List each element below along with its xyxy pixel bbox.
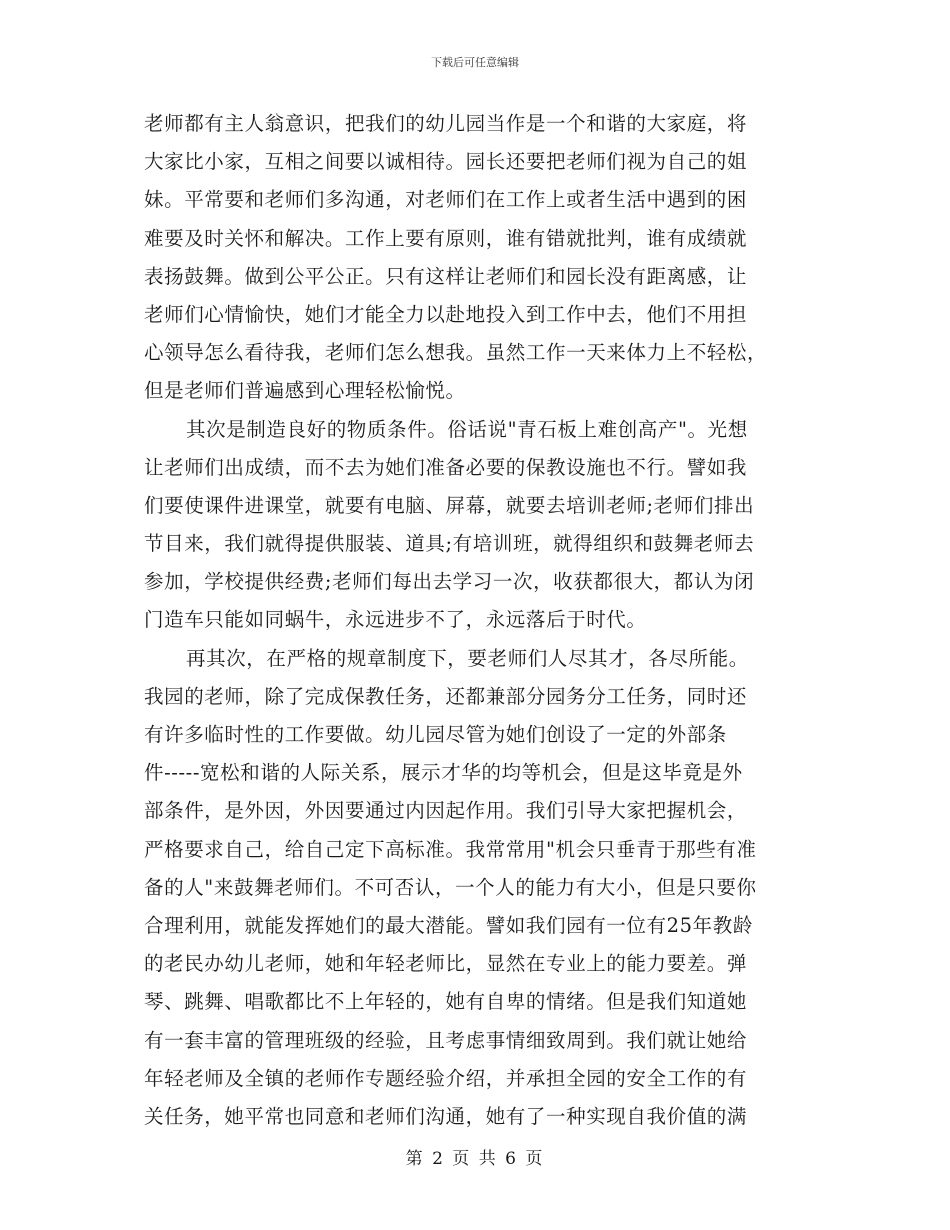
text-line: 老师们心情愉快，她们才能全力以赴地投入到工作中去，他们不用担 [144,302,748,326]
document-body [144,105,804,1136]
text-line: 们要使课件进课堂，就要有电脑、屏幕，就要去培训老师;老师们排出 [144,493,755,517]
text-line: 节目来，我们就得提供服装、道具;有培训班，就得组织和鼓舞老师去 [144,532,755,556]
text-line: 件-----宽松和谐的人际关系，展示才华的均等机会，但是这毕竟是外 [144,761,743,785]
paragraph-start-line: 其次是制造良好的物质条件。俗话说"青石板上难创高产"。光想 [186,417,748,441]
text-line: 难要及时关怀和解决。工作上要有原则，谁有错就批判，谁有成绩就 [144,226,748,250]
text-line: 我园的老师，除了完成保教任务，还都兼部分园务分工任务，同时还 [144,684,748,708]
text-line: 妹。平常要和老师们多沟通，对老师们在工作上或者生活中遇到的困 [144,188,748,212]
text-line: 参加，学校提供经费;老师们每出去学习一次，收获都很大，都认为闭 [144,570,755,594]
text-line: 有一套丰富的管理班级的经验，且考虑事情细致周到。我们就让她给 [144,1028,748,1052]
paragraph-start-line: 再其次，在严格的规章制度下，要老师们人尽其才，各尽所能。 [186,646,749,670]
text-line: 琴、跳舞、唱歌都比不上年轻的，她有自卑的情绪。但是我们知道她 [144,990,748,1014]
text-line: 的老民办幼儿老师，她和年轻老师比，显然在专业上的能力要差。弹 [144,952,748,976]
text-line: 合理利用，就能发挥她们的最大潜能。譬如我们园有一位有25年教龄 [144,913,753,937]
text-line: 让老师们出成绩，而不去为她们准备必要的保教设施也不行。譬如我 [144,455,748,479]
text-line: 部条件，是外因，外因要通过内因起作用。我们引导大家把握机会， [144,799,748,823]
text-line: 门造车只能如同蜗牛，永远进步不了，永远落后于时代。 [144,608,647,632]
text-line: 严格要求自己，给自己定下高标准。我常常用"机会只垂青于那些有准 [144,837,757,861]
text-line: 备的人"来鼓舞老师们。不可否认，一个人的能力有大小，但是只要你 [144,875,757,899]
text-line: 有许多临时性的工作要做。幼儿园尽管为她们创设了一定的外部条 [144,723,727,746]
text-line: 老师都有主人翁意识，把我们的幼儿园当作是一个和谐的大家庭，将 [144,112,748,135]
text-line: 关任务，她平常也同意和老师们沟通，她有了一种实现自我价值的满 [144,1104,748,1128]
text-line: 表扬鼓舞。做到公平公正。只有这样让老师们和园长没有距离感，让 [144,264,748,288]
page-header: 下载后可任意编辑 [431,56,519,69]
page-footer: 第 2 页 共 6 页 [405,1149,545,1169]
text-line: 心领导怎么看待我，老师们怎么想我。虽然工作一天来体力上不轻松， [144,341,768,365]
text-line: 大家比小家，互相之间要以诚相待。园长还要把老师们视为自己的姐 [144,150,748,174]
text-line: 但是老师们普遍感到心理轻松愉悦。 [144,379,466,403]
text-line: 年轻老师及全镇的老师作专题经验介绍，并承担全园的安全工作的有 [144,1066,748,1090]
